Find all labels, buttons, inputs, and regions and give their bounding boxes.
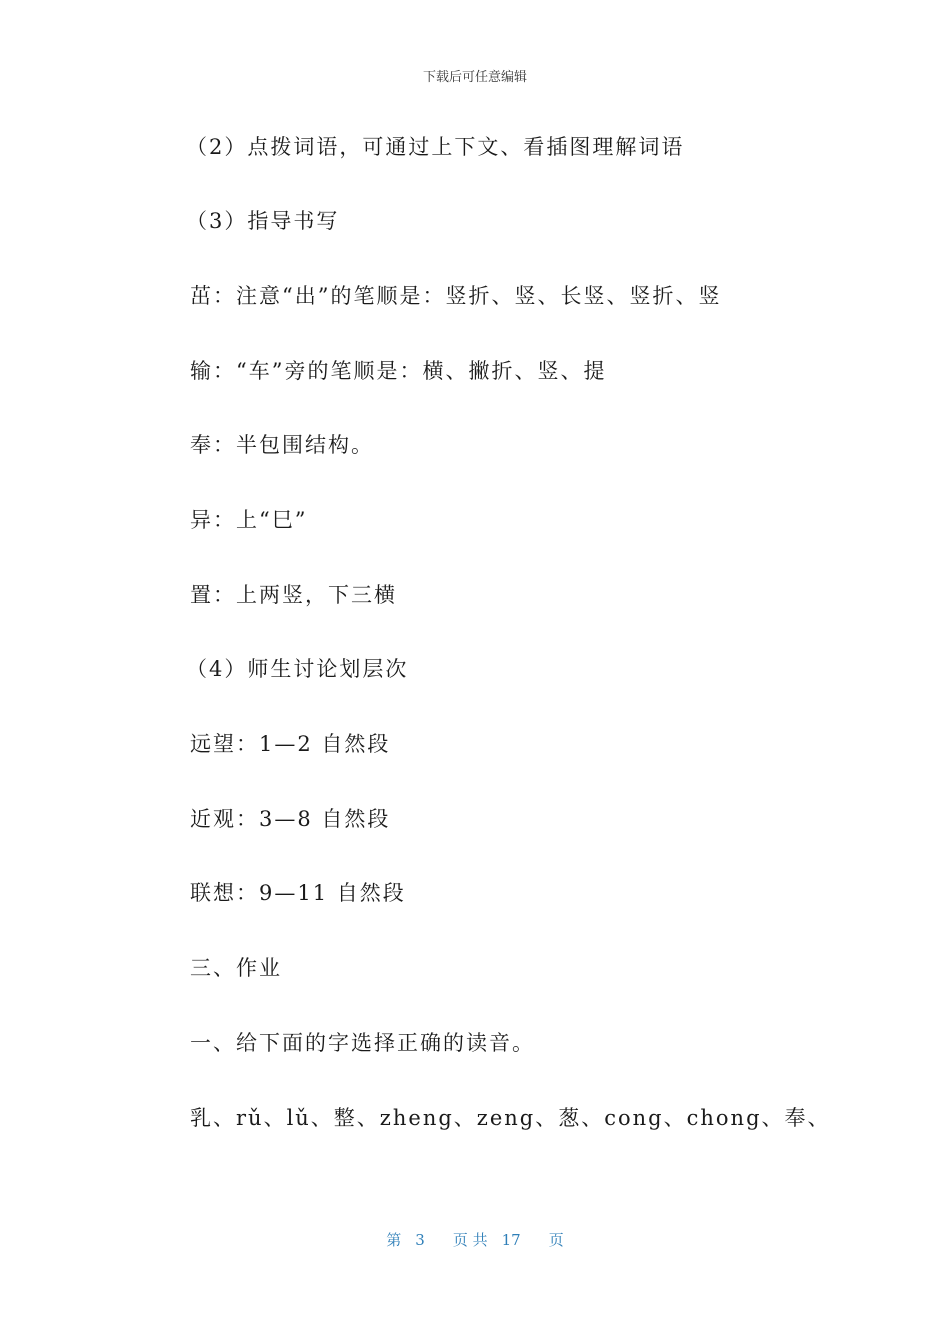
footer-page-number: 3 (415, 1231, 425, 1249)
text-line-11: 联想：9—11 自然段 (190, 881, 406, 905)
footer-total-pages: 17 (501, 1231, 521, 1249)
text-line-14: 乳、rǔ、lǔ、整、zheng、zeng、葱、cong、chong、奉、 (190, 1106, 831, 1130)
text-line-4: 输：“车”旁的笔顺是：横、撇折、竖、提 (190, 359, 607, 383)
page-footer (0, 1229, 950, 1250)
footer-ye-gong: 页 共 (452, 1231, 488, 1249)
text-line-9: 远望：1—2 自然段 (190, 732, 391, 756)
text-line-5: 奉：半包围结构。 (190, 433, 374, 457)
footer-di: 第 (386, 1231, 402, 1249)
text-line-3: 茁：注意“出”的笔顺是：竖折、竖、长竖、竖折、竖 (190, 284, 722, 308)
text-line-2: （3）指导书写 (186, 209, 340, 233)
footer-ye: 页 (548, 1231, 564, 1249)
text-line-6: 异：上“巳” (190, 508, 308, 532)
text-line-12: 三、作业 (190, 956, 282, 980)
text-line-13: 一、给下面的字选择正确的读音。 (190, 1031, 535, 1055)
page-header: 下载后可任意编辑 (422, 70, 527, 85)
text-line-7: 置：上两竖，下三横 (190, 583, 397, 607)
text-line-1: （2）点拨词语，可通过上下文、看插图理解词语 (186, 135, 685, 159)
text-line-8: （4）师生讨论划层次 (186, 657, 409, 681)
text-line-10: 近观：3—8 自然段 (190, 807, 391, 831)
